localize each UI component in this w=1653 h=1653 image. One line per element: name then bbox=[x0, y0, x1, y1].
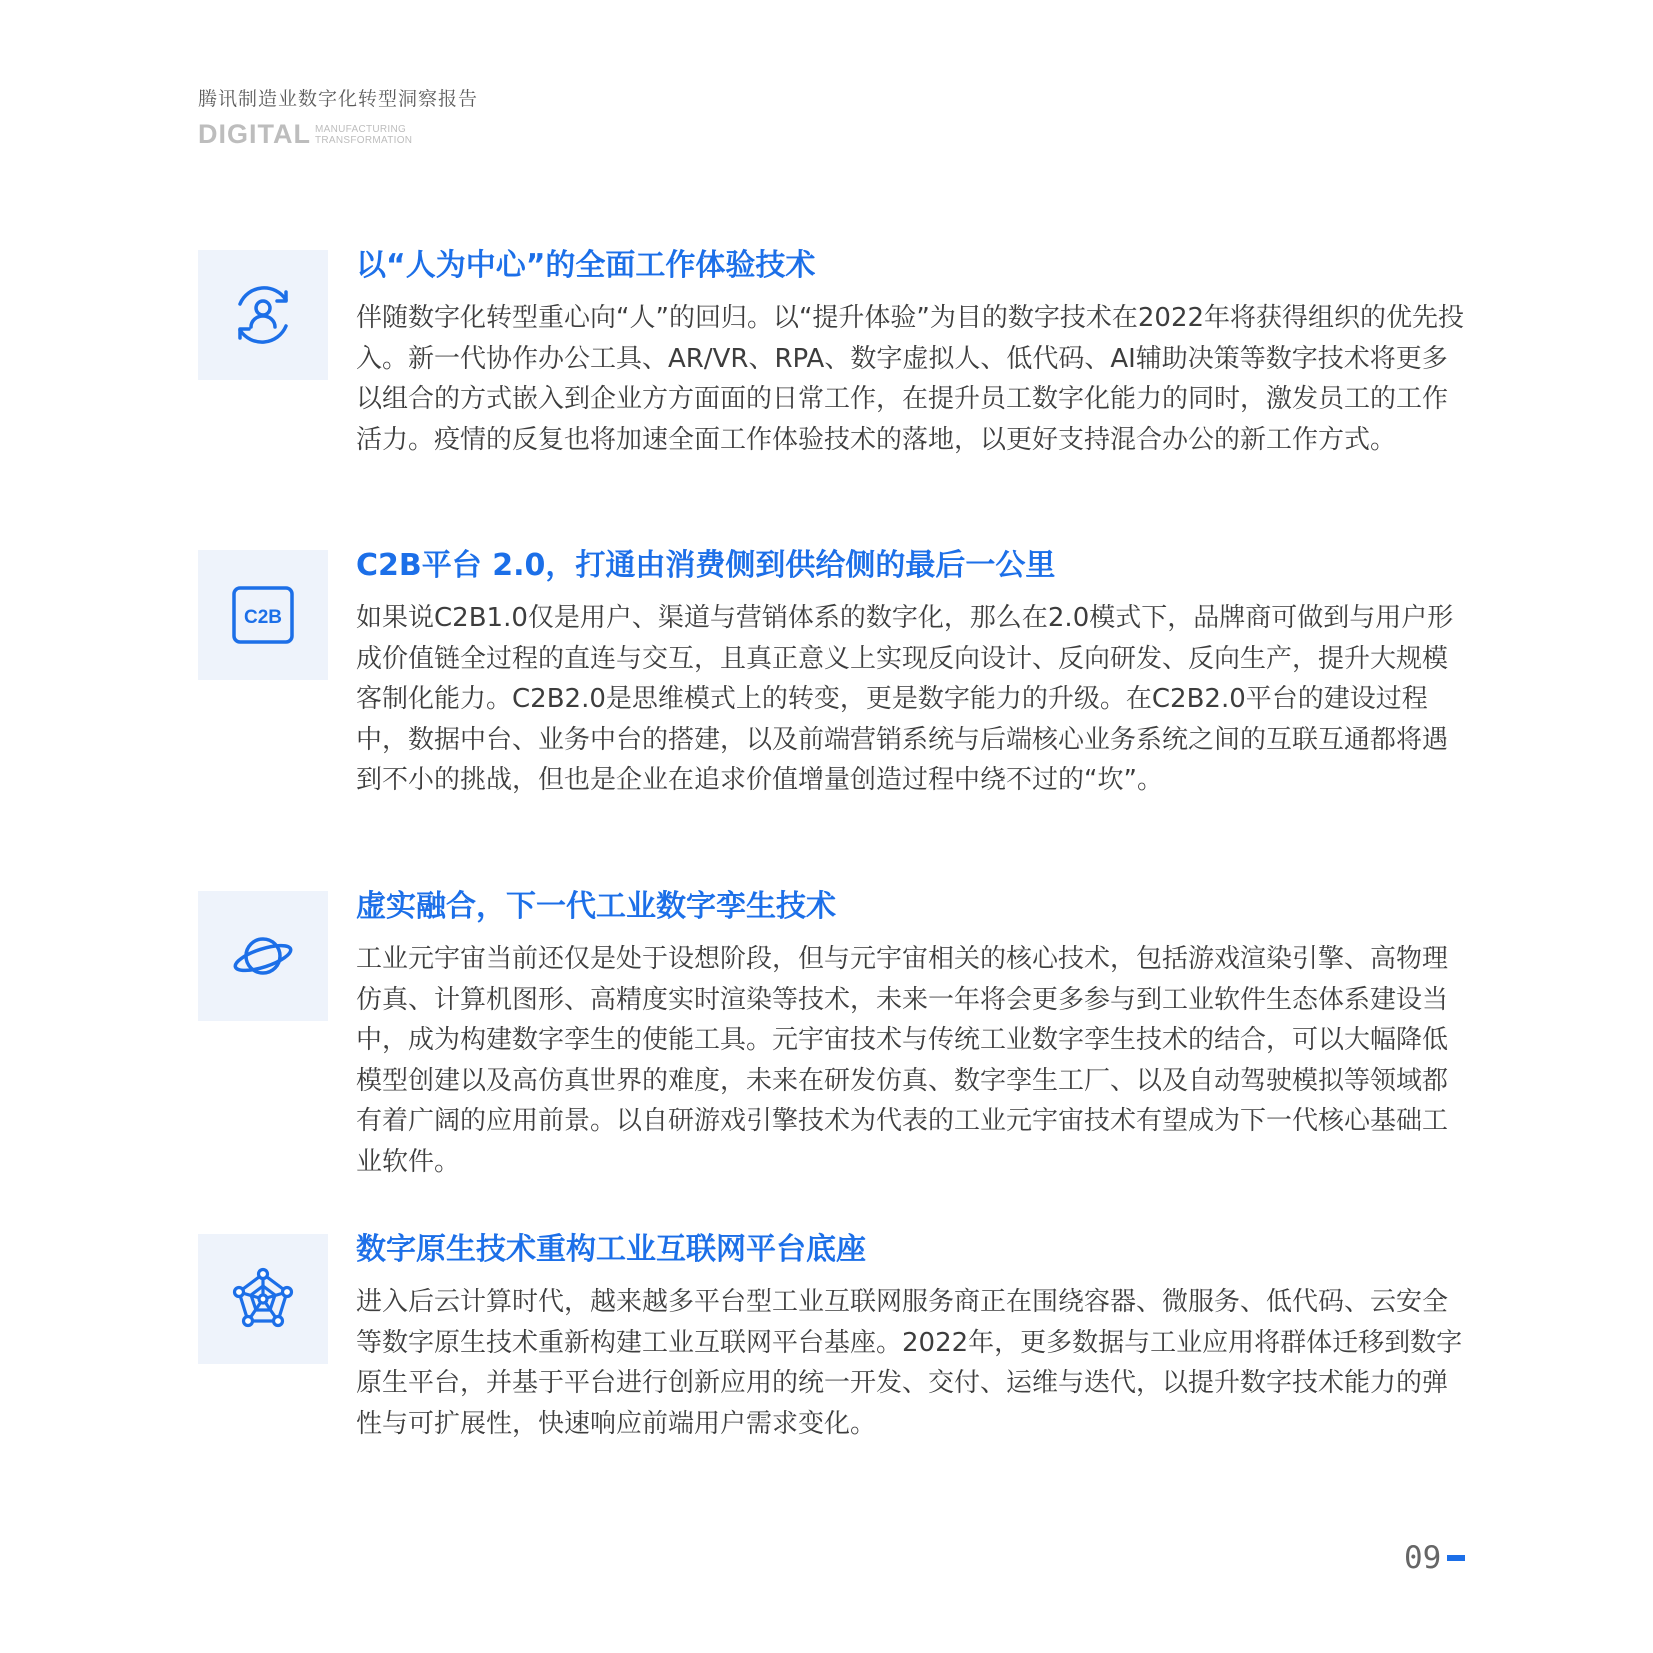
brand-sub-text bbox=[315, 124, 412, 146]
section-body: 工业元宇宙当前还仅是处于设想阶段，但与元宇宙相关的核心技术，包括游戏渲染引擎、高物理仿真、计算机图形、高精度实时渲染等技术，未来一年将会更多参与到工业软件生态体系建设当中，成为构建数字孪生的使能工具。元宇宙技术与传统工业数字孪生技术的结合，可以大幅降低模型创建以及高仿真世界的难度，未来在研发仿真、数字孪生工厂、以及自动驾驶模拟等领域都有着广阔的应用前景。以自研游戏引擎技术为代表的工业元宇宙技术有望成为下一代核心基础工业软件。 bbox=[356, 944, 1449, 1177]
c2b-icon-label: C2B bbox=[243, 607, 283, 628]
section-title: 虚实融合，下一代工业数字孪生技术 bbox=[356, 889, 836, 924]
page-number-accent-bar bbox=[1447, 1555, 1465, 1561]
c2b-icon bbox=[230, 582, 296, 648]
brand-main-text: DIGITAL bbox=[198, 119, 311, 149]
section-icon-box bbox=[198, 891, 328, 1021]
user-cycle-icon bbox=[230, 282, 296, 348]
planet-icon bbox=[230, 923, 296, 989]
section-icon-box bbox=[198, 250, 328, 380]
page-number-text: 09 bbox=[1404, 1540, 1442, 1576]
section-icon-box bbox=[198, 550, 328, 680]
section-body: 进入后云计算时代，越来越多平台型工业互联网服务商正在围绕容器、微服务、低代码、云安全等数字原生技术重新构建工业互联网平台基座。2022年，更多数据与工业应用将群体迁移到数字原生平台，并基于平台进行创新应用的统一开发、交付、运维与迭代，以提升数字技术能力的弹性与可扩展性，快速响应前端用户需求变化。 bbox=[356, 1287, 1463, 1439]
brand-sub-line-2: TRANSFORMATION bbox=[314, 134, 413, 146]
section-title: 数字原生技术重构工业互联网平台底座 bbox=[356, 1232, 866, 1267]
section-title: C2B平台 2.0，打通由消费侧到供给侧的最后一公里 bbox=[356, 548, 1056, 583]
section-body: 如果说C2B1.0仅是用户、渠道与营销体系的数字化，那么在2.0模式下，品牌商可做到与用户形成价值链全过程的直连与交互，且真正意义上实现反向设计、反向研发、反向生产，提升大规模客制化能力。C2B2.0是思维模式上的转变，更是数字能力的升级。在C2B2.0平台的建设过程中，数据中台、业务中台的搭建，以及前端营销系统与后端核心业务系统之间的互联互通都将遇到不小的挑战，但也是企业在追求价值增量创造过程中绕不过的“坎”。 bbox=[356, 603, 1454, 795]
section-title: 以“人为中心”的全面工作体验技术 bbox=[356, 248, 816, 283]
brand-sub-line-1: MANUFACTURING bbox=[314, 123, 407, 135]
section-icon-box bbox=[198, 1234, 328, 1364]
page-number bbox=[1404, 1540, 1465, 1576]
report-header bbox=[198, 84, 478, 150]
section-body: 伴随数字化转型重心向“人”的回归。以“提升体验”为目的数字技术在2022年将获得组织的优先投入。新一代协作办公工具、AR/VR、RPA、数字虚拟人、低代码、AI辅助决策等数字技术将更多以组合的方式嵌入到企业方方面面的日常工作，在提升员工数字化能力的同时，激发员工的工作活力。疫情的反复也将加速全面工作体验技术的落地，以更好支持混合办公的新工作方式。 bbox=[356, 303, 1465, 455]
brand-logo bbox=[198, 119, 478, 150]
network-icon bbox=[230, 1266, 296, 1332]
report-title: 腾讯制造业数字化转型洞察报告 bbox=[198, 88, 479, 110]
